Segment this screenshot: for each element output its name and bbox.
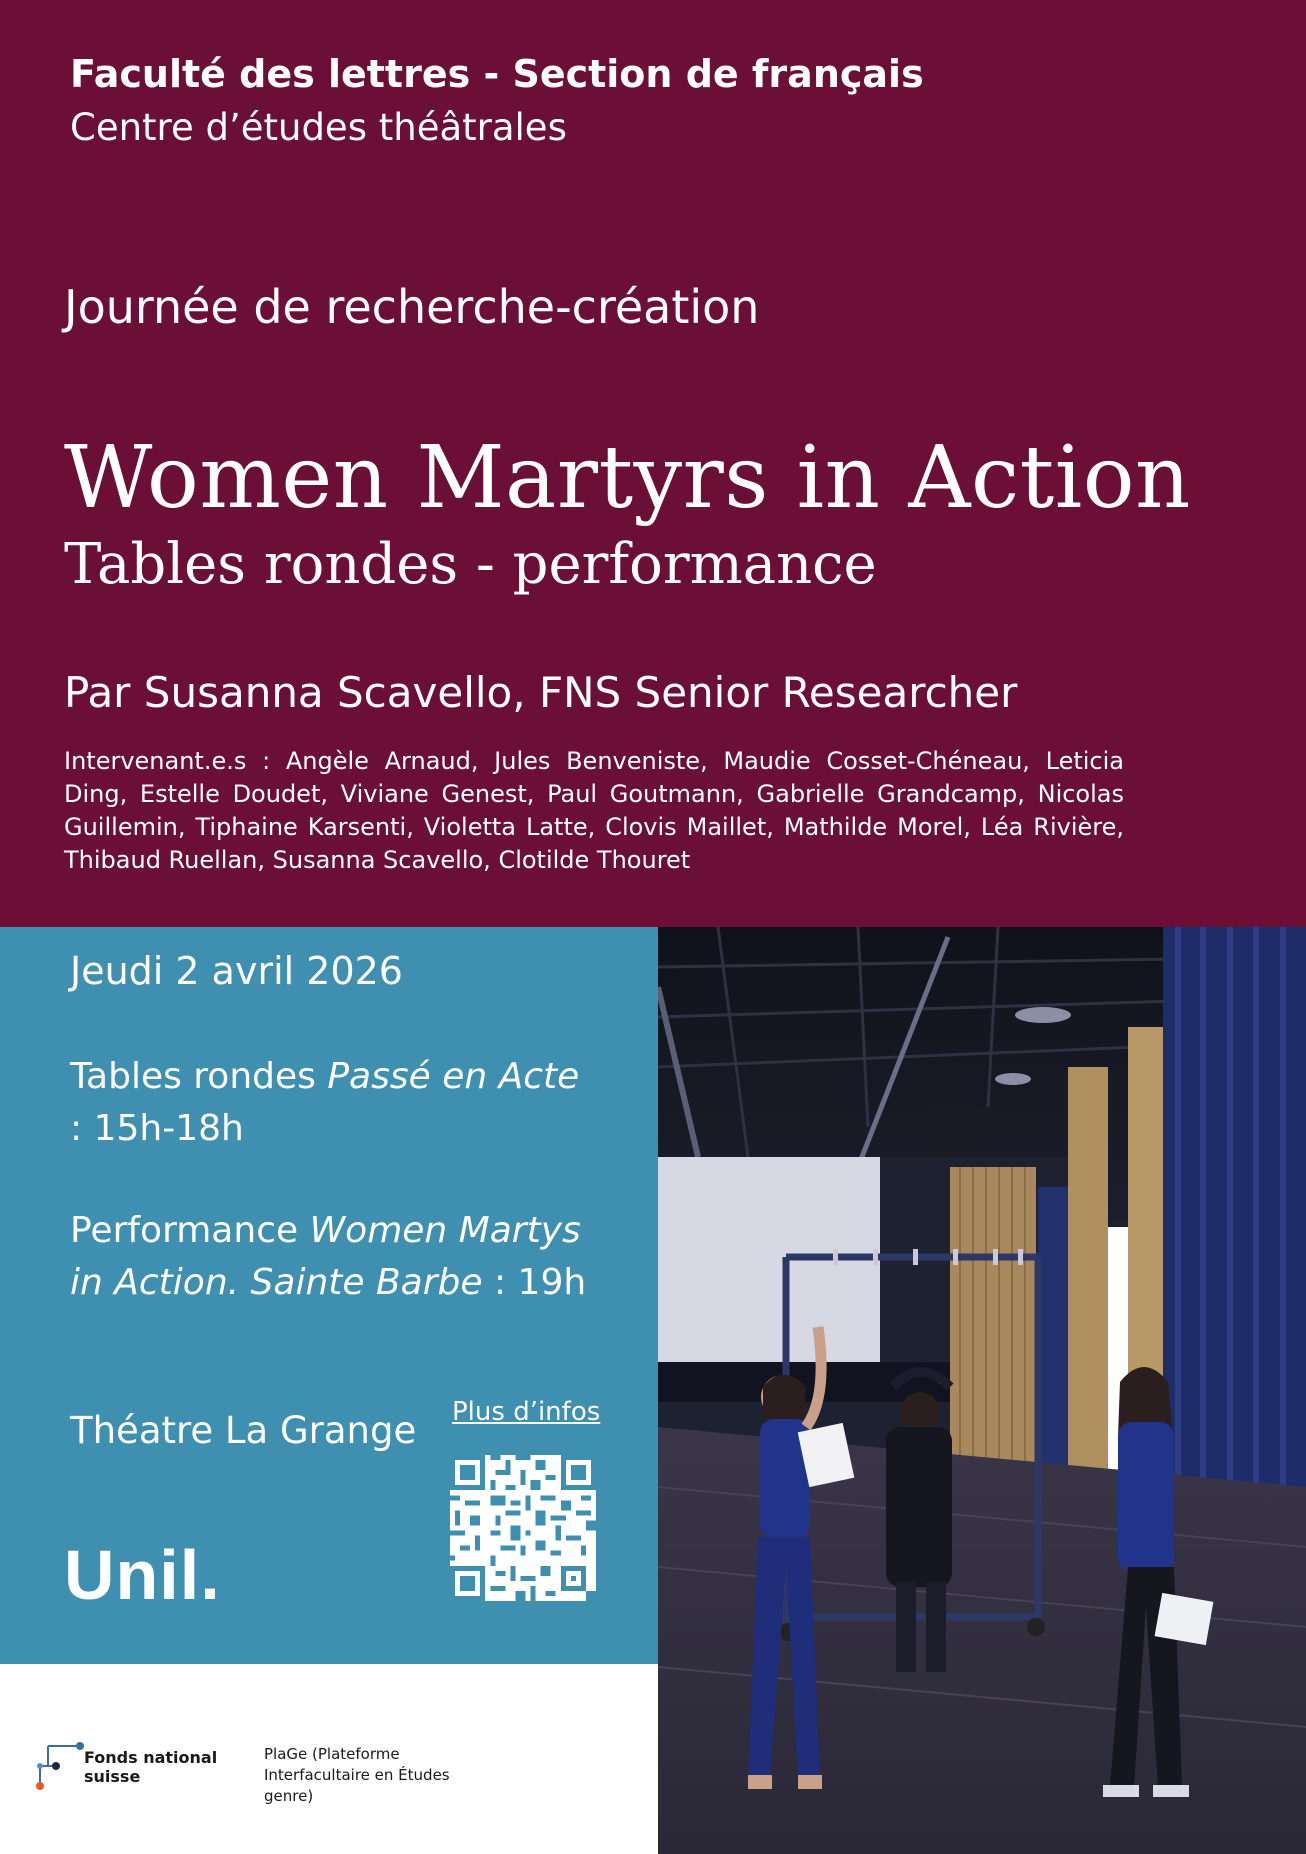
- venue-label: Théatre La Grange: [70, 1409, 417, 1452]
- event-date: Jeudi 2 avril 2026: [70, 949, 403, 993]
- speakers-list: Intervenant.e.s : Angèle Arnaud, Jules Benveniste, Maudie Cosset-Chéneau, Leticia Ding, Estelle Doudet, Viviane Genest, Paul Goutmann, Gabrielle Grandcamp, Nicolas Guillemin, Tiphaine Karsenti, Violetta Latte, Clovis Maillet, Mathilde Morel, Léa Rivière, Thibaud Ruellan, Susanna Scavello, Clotilde Thouret: [64, 747, 1124, 874]
- tables-title: Passé en Acte: [327, 1056, 580, 1097]
- performance-photo: [658, 927, 1306, 1854]
- tables-time: : 15h-18h: [70, 1108, 244, 1149]
- perf-prefix: Performance: [70, 1210, 310, 1251]
- qr-code-icon[interactable]: [450, 1455, 596, 1601]
- partners-footer: [0, 1664, 658, 1854]
- event-author: Par Susanna Scavello, FNS Senior Researcher: [64, 668, 1018, 717]
- centre-label: Centre d’études théâtrales: [70, 106, 567, 149]
- event-title: Women Martyrs in Action: [64, 428, 1191, 528]
- faculty-label: Faculté des lettres - Section de français: [70, 52, 924, 96]
- perf-time: : 19h: [482, 1262, 587, 1303]
- tables-rondes-info: [70, 1051, 590, 1155]
- more-info-link[interactable]: Plus d’infos: [452, 1397, 601, 1427]
- event-kind: Journée de recherche-création: [64, 280, 760, 334]
- plage-label: PlaGe (Plateforme Interfacultaire en Études genre): [264, 1745, 450, 1805]
- fns-logo-icon: [34, 1736, 86, 1806]
- info-panel: [0, 927, 658, 1664]
- tables-prefix: Tables rondes: [70, 1056, 328, 1097]
- perf-title: Women Martys in Action. Sainte Barbe: [70, 1210, 581, 1303]
- event-subtitle: Tables rondes - performance: [64, 532, 877, 597]
- unil-logo: Unil.: [64, 1536, 221, 1614]
- performance-info: [70, 1205, 590, 1309]
- fns-label: Fonds national suisse: [84, 1748, 218, 1786]
